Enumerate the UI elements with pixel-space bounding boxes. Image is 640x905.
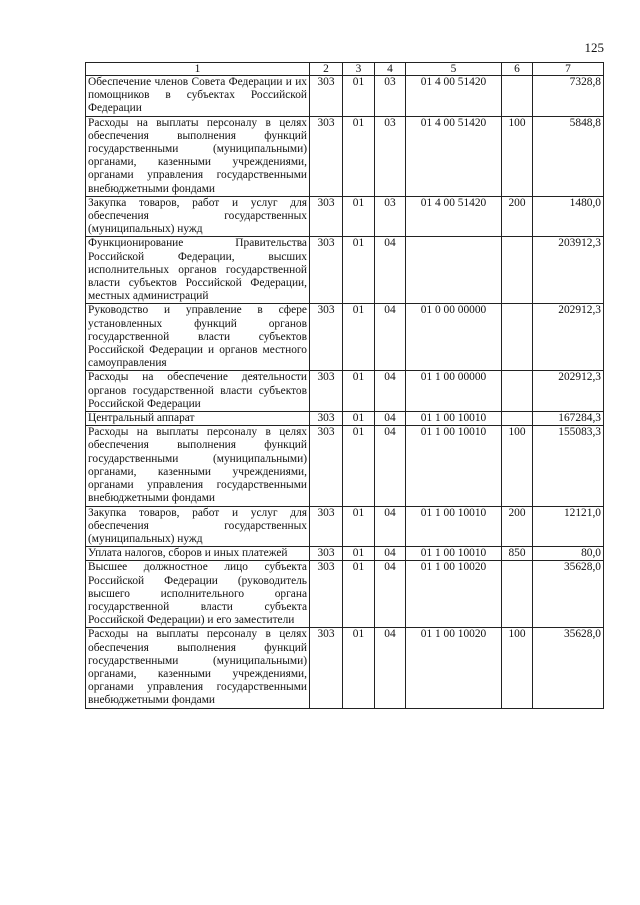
table-row [86,561,604,628]
table-row [86,116,604,196]
target-article-cell: 01 1 00 10010 [406,426,502,506]
row-name-cell: Функционирование Правительства Российской Федерации, высших исполнительных органов государственной власти субъектов Российской Федерации, местных администраций [86,237,310,304]
row-name-cell: Расходы на выплаты персоналу в целях обеспечения выполнения функций государственными (муниципальными) органами, казенными учреждениями, органами управления государственными внебюджетными фондами [86,116,310,196]
subsection-code-cell: 04 [375,561,406,628]
ministry-code-cell: 303 [310,304,343,371]
expense-type-cell [502,304,533,371]
amount-cell: 167284,3 [533,412,604,426]
column-header: 4 [375,63,406,76]
table-row [86,196,604,237]
amount-cell: 1480,0 [533,196,604,237]
column-header: 5 [406,63,502,76]
row-name-cell: Расходы на выплаты персоналу в целях обеспечения выполнения функций государственными (муниципальными) органами, казенными учреждениями, органами управления государственными внебюджетными фондами [86,628,310,708]
row-name-cell: Центральный аппарат [86,412,310,426]
ministry-code-cell: 303 [310,506,343,547]
expense-type-cell [502,412,533,426]
section-code-cell: 01 [343,628,375,708]
row-name-cell: Руководство и управление в сфере установленных функций органов государственной власти субъектов Российской Федерации и органов местного самоуправления [86,304,310,371]
ministry-code-cell: 303 [310,426,343,506]
subsection-code-cell: 03 [375,76,406,117]
subsection-code-cell: 04 [375,304,406,371]
ministry-code-cell: 303 [310,561,343,628]
row-name-cell: Закупка товаров, работ и услуг для обеспечения государственных (муниципальных) нужд [86,196,310,237]
target-article-cell: 01 4 00 51420 [406,116,502,196]
section-code-cell: 01 [343,426,375,506]
ministry-code-cell: 303 [310,116,343,196]
subsection-code-cell: 03 [375,196,406,237]
table-header-row [86,63,604,76]
table-row [86,426,604,506]
section-code-cell: 01 [343,506,375,547]
target-article-cell: 01 1 00 10010 [406,506,502,547]
budget-table [85,62,604,709]
table-row [86,304,604,371]
ministry-code-cell: 303 [310,547,343,561]
target-article-cell [406,237,502,304]
row-name-cell: Расходы на выплаты персоналу в целях обеспечения выполнения функций государственными (муниципальными) органами, казенными учреждениями, органами управления государственными внебюджетными фондами [86,426,310,506]
section-code-cell: 01 [343,196,375,237]
target-article-cell: 01 1 00 10020 [406,628,502,708]
target-article-cell: 01 1 00 10010 [406,547,502,561]
section-code-cell: 01 [343,304,375,371]
section-code-cell: 01 [343,412,375,426]
amount-cell: 203912,3 [533,237,604,304]
section-code-cell: 01 [343,116,375,196]
subsection-code-cell: 03 [375,116,406,196]
subsection-code-cell: 04 [375,237,406,304]
amount-cell: 202912,3 [533,371,604,412]
target-article-cell: 01 1 00 10010 [406,412,502,426]
expense-type-cell: 850 [502,547,533,561]
page-number: 125 [584,40,604,55]
subsection-code-cell: 04 [375,628,406,708]
row-name-cell: Закупка товаров, работ и услуг для обеспечения государственных (муниципальных) нужд [86,506,310,547]
target-article-cell: 01 4 00 51420 [406,196,502,237]
subsection-code-cell: 04 [375,506,406,547]
ministry-code-cell: 303 [310,628,343,708]
table-row [86,412,604,426]
column-header: 3 [343,63,375,76]
table-row [86,76,604,117]
subsection-code-cell: 04 [375,371,406,412]
row-name-cell: Уплата налогов, сборов и иных платежей [86,547,310,561]
table-row [86,506,604,547]
section-code-cell: 01 [343,237,375,304]
column-header: 2 [310,63,343,76]
ministry-code-cell: 303 [310,237,343,304]
column-header: 7 [533,63,604,76]
subsection-code-cell: 04 [375,426,406,506]
amount-cell: 35628,0 [533,561,604,628]
section-code-cell: 01 [343,371,375,412]
column-header: 6 [502,63,533,76]
ministry-code-cell: 303 [310,196,343,237]
amount-cell: 35628,0 [533,628,604,708]
amount-cell: 80,0 [533,547,604,561]
row-name-cell: Высшее должностное лицо субъекта Российской Федерации (руководитель высшего исполнительного органа государственной власти субъекта Российской Федерации) и его заместители [86,561,310,628]
column-header: 1 [86,63,310,76]
table-row [86,628,604,708]
ministry-code-cell: 303 [310,371,343,412]
row-name-cell: Расходы на обеспечение деятельности органов государственной власти субъектов Российской Федерации [86,371,310,412]
section-code-cell: 01 [343,76,375,117]
amount-cell: 155083,3 [533,426,604,506]
amount-cell: 12121,0 [533,506,604,547]
section-code-cell: 01 [343,547,375,561]
table-row [86,371,604,412]
amount-cell: 5848,8 [533,116,604,196]
subsection-code-cell: 04 [375,412,406,426]
table-row [86,547,604,561]
expense-type-cell [502,237,533,304]
row-name-cell: Обеспечение членов Совета Федерации и их помощников в субъектах Российской Федерации [86,76,310,117]
section-code-cell: 01 [343,561,375,628]
amount-cell: 202912,3 [533,304,604,371]
amount-cell: 7328,8 [533,76,604,117]
ministry-code-cell: 303 [310,76,343,117]
target-article-cell: 01 0 00 00000 [406,304,502,371]
expense-type-cell: 100 [502,628,533,708]
ministry-code-cell: 303 [310,412,343,426]
expense-type-cell: 200 [502,506,533,547]
target-article-cell: 01 1 00 00000 [406,371,502,412]
expense-type-cell: 200 [502,196,533,237]
expense-type-cell [502,561,533,628]
subsection-code-cell: 04 [375,547,406,561]
expense-type-cell: 100 [502,116,533,196]
table-row [86,237,604,304]
expense-type-cell [502,76,533,117]
target-article-cell: 01 1 00 10020 [406,561,502,628]
target-article-cell: 01 4 00 51420 [406,76,502,117]
expense-type-cell [502,371,533,412]
expense-type-cell: 100 [502,426,533,506]
